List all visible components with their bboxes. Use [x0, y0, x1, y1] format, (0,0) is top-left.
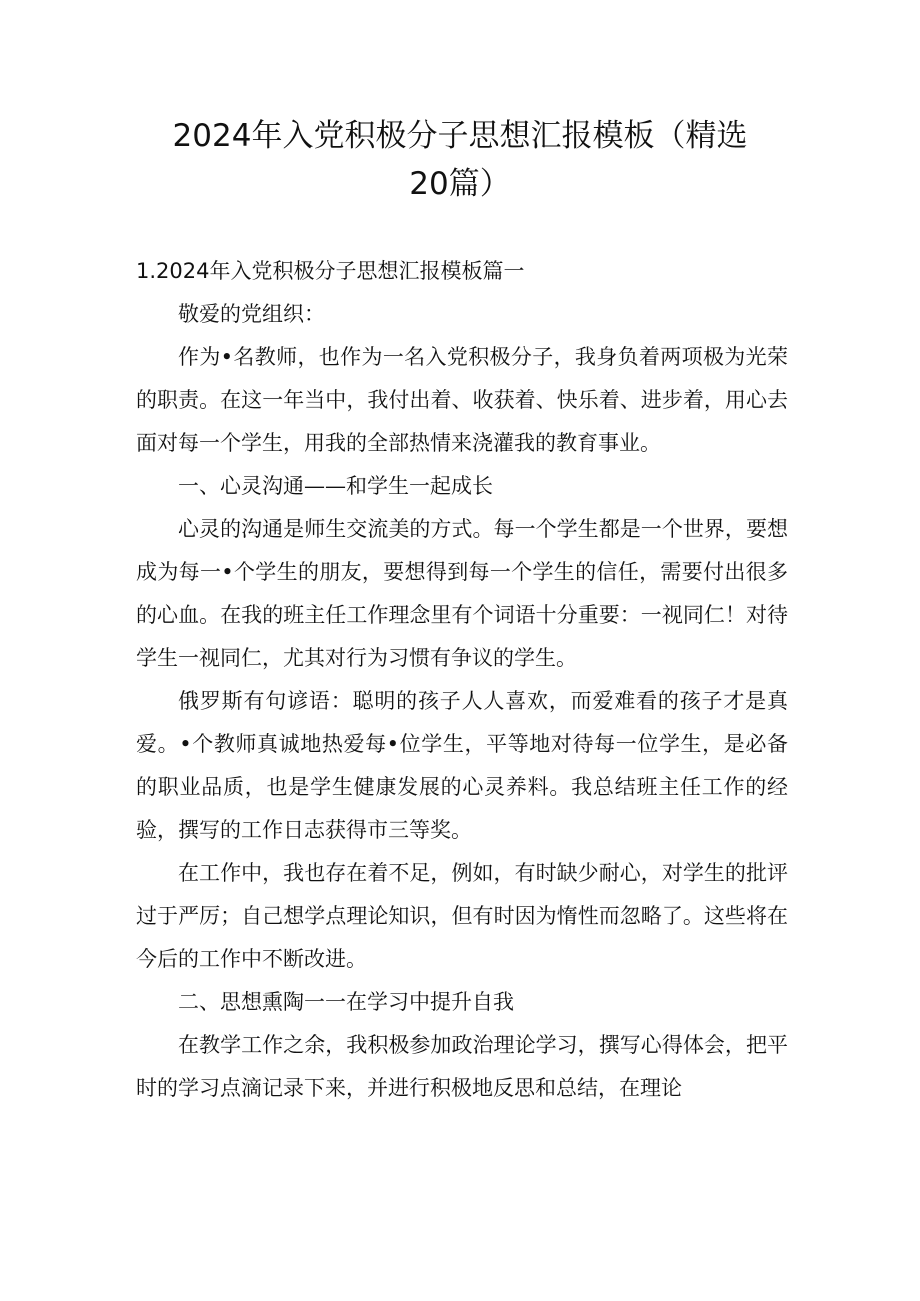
paragraph-russian-proverb: 俄罗斯有句谚语：聪明的孩子人人喜欢，而爱难看的孩子才是真爱。•个教师真诚地热爱每•位学生，平等地对待每一位学生，是必备的职业品质，也是学生健康发展的心灵养料。我总结班主任工作的经验，撰写的工作日志获得市三等奖。: [136, 689, 788, 842]
paragraph-shortcomings: 在工作中，我也存在着不足，例如，有时缺少耐心，对学生的批评过于严厉；自己想学点理论知识，但有时因为惰性而忽略了。这些将在今后的工作中不断改进。: [136, 861, 788, 971]
paragraph-intro: 作为•名教师，也作为一名入党积极分子，我身负着两项极为光荣的职责。在这一年当中，我付出着、收获着、快乐着、进步着，用心去面对每一个学生，用我的全部热情来浇灌我的教育事业。: [136, 345, 788, 455]
paragraph-study: 在教学工作之余，我积极参加政治理论学习，撰写心得体会，把平时的学习点滴记录下来，并进行积极地反思和总结，在理论: [136, 1033, 788, 1100]
subheading-heart-communication: 一、心灵沟通——和学生一起成长: [178, 474, 493, 498]
document-title: [120, 112, 800, 208]
section-heading: 1.2024年入党积极分子思想汇报模板篇一: [136, 259, 525, 283]
salutation: 敬爱的党组织：: [178, 302, 325, 326]
document-title-line-2: 20篇）: [409, 166, 511, 202]
paragraph-heart-communication: 心灵的沟通是师生交流美的方式。每一个学生都是一个世界，要想成为每一•个学生的朋友，要想得到每一个学生的信任，需要付出很多的心血。在我的班主任工作理念里有个词语十分重要：一视同仁！对待学生一视同仁，尤其对行为习惯有争议的学生。: [136, 517, 788, 670]
document-body: [136, 250, 788, 1110]
subheading-ideological-influence: 二、思想熏陶一一在学习中提升自我: [178, 990, 514, 1014]
document-title-line-1: 2024年入党积极分子思想汇报模板（精选: [172, 118, 748, 154]
